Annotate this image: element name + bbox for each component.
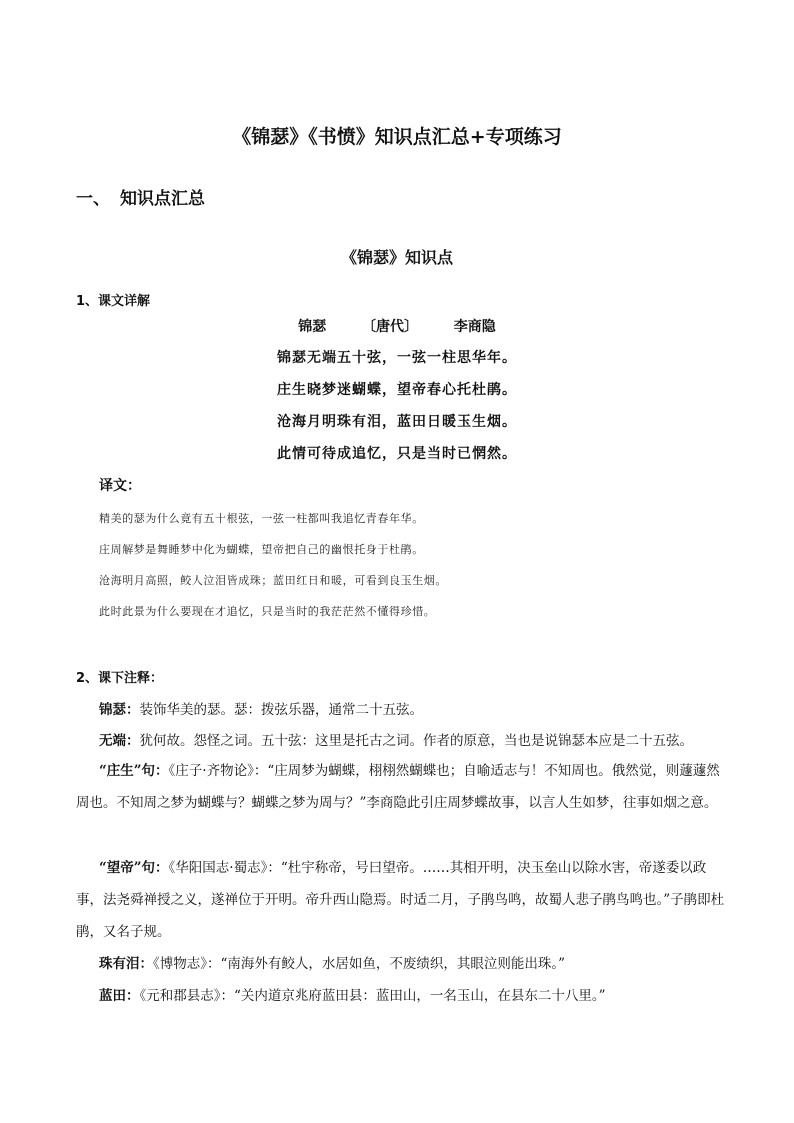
note-text: 犹何故。怨怪之词。五十弦：这里是托古之词。作者的原意，当也是说锦瑟本应是二十五弦。 — [139, 733, 693, 749]
poem-line: 庄生晓梦迷蝴蝶，望帝春心托杜鹃。 — [277, 382, 517, 398]
poem-line: 沧海月明珠有泪，蓝田日暖玉生烟。 — [277, 414, 517, 430]
note-item — [99, 952, 565, 972]
note-term: “庄生”句： — [99, 763, 169, 779]
note-item — [99, 729, 693, 749]
part-heading-text-explanation: 1、课文详解 — [76, 294, 151, 309]
note-text: 《庄子·齐物论》：“庄周梦为蝴蝶，栩栩然蝴蝶也；自喻适志与！不知周也。俄然觉，则蘧蘧然周也。不知周之梦为蝴蝶与？蝴蝶之梦为周与？”李商隐此引庄周梦蝶故事，以言人生如梦，往事如烟之意。 — [76, 763, 720, 811]
note-text: 《元和郡县志》：“关内道京兆府蓝田县：蓝田山，一名玉山，在县东二十八里。” — [139, 988, 606, 1004]
poem-dynasty: 〔唐代〕 — [362, 319, 418, 335]
translation-line: 精美的瑟为什么竟有五十根弦，一弦一柱都叫我追忆青春年华。 — [99, 512, 424, 525]
translation-line: 沧海明月高照，鲛人泣泪皆成珠；蓝田红日和暖，可看到良玉生烟。 — [99, 574, 447, 587]
note-term: 锦瑟： — [99, 702, 140, 718]
note-text: 《华阳国志·蜀志》：“杜宇称帝，号曰望帝。……其相开明，决玉垒山以除水害，帝遂委以政事，法尧舜禅授之义，遂禅位于开明。帝升西山隐焉。时适二月，子鹃鸟鸣，故蜀人悲子鹃鸟鸣也。”子鹃即杜鹃，又名子规。 — [76, 860, 725, 940]
note-text: 装饰华美的瑟。瑟：拨弦乐器，通常二十五弦。 — [139, 702, 423, 718]
note-text: 《博物志》：“南海外有鲛人，水居如鱼，不废绩织，其眼泣则能出珠。” — [153, 956, 566, 972]
note-term: “望帝”句： — [99, 860, 169, 876]
subtitle: 《锦瑟》知识点 — [340, 248, 453, 267]
poem-header — [0, 316, 794, 336]
note-paragraph — [76, 755, 726, 819]
poem-line: 此情可待成追忆，只是当时已惘然。 — [277, 446, 517, 462]
part-heading-notes: 2、课下注释： — [76, 671, 164, 686]
translation-label: 译文： — [99, 478, 141, 494]
translation-line: 此时此景为什么要现在才追忆，只是当时的我茫茫然不懂得珍惜。 — [99, 605, 436, 618]
note-term: 蓝田： — [99, 988, 140, 1004]
poem-title: 锦瑟 — [298, 319, 327, 335]
note-term: 无端： — [99, 733, 140, 749]
document-title: 《锦瑟》《书愤》知识点汇总+专项练习 — [232, 126, 562, 148]
note-item — [99, 698, 423, 718]
section-label: 知识点汇总 — [120, 189, 205, 209]
note-paragraph — [76, 852, 726, 948]
section-number: 一、 — [76, 189, 110, 209]
translation-line: 庄周解梦是舞睡梦中化为蝴蝶，望帝把自己的幽恨托身于杜鹃。 — [99, 543, 424, 556]
poem-line: 锦瑟无端五十弦，一弦一柱思华年。 — [277, 350, 517, 366]
note-item — [99, 984, 606, 1004]
section-heading — [76, 184, 205, 209]
note-term: 珠有泪： — [99, 956, 153, 972]
poem-author: 李商隐 — [453, 319, 496, 335]
